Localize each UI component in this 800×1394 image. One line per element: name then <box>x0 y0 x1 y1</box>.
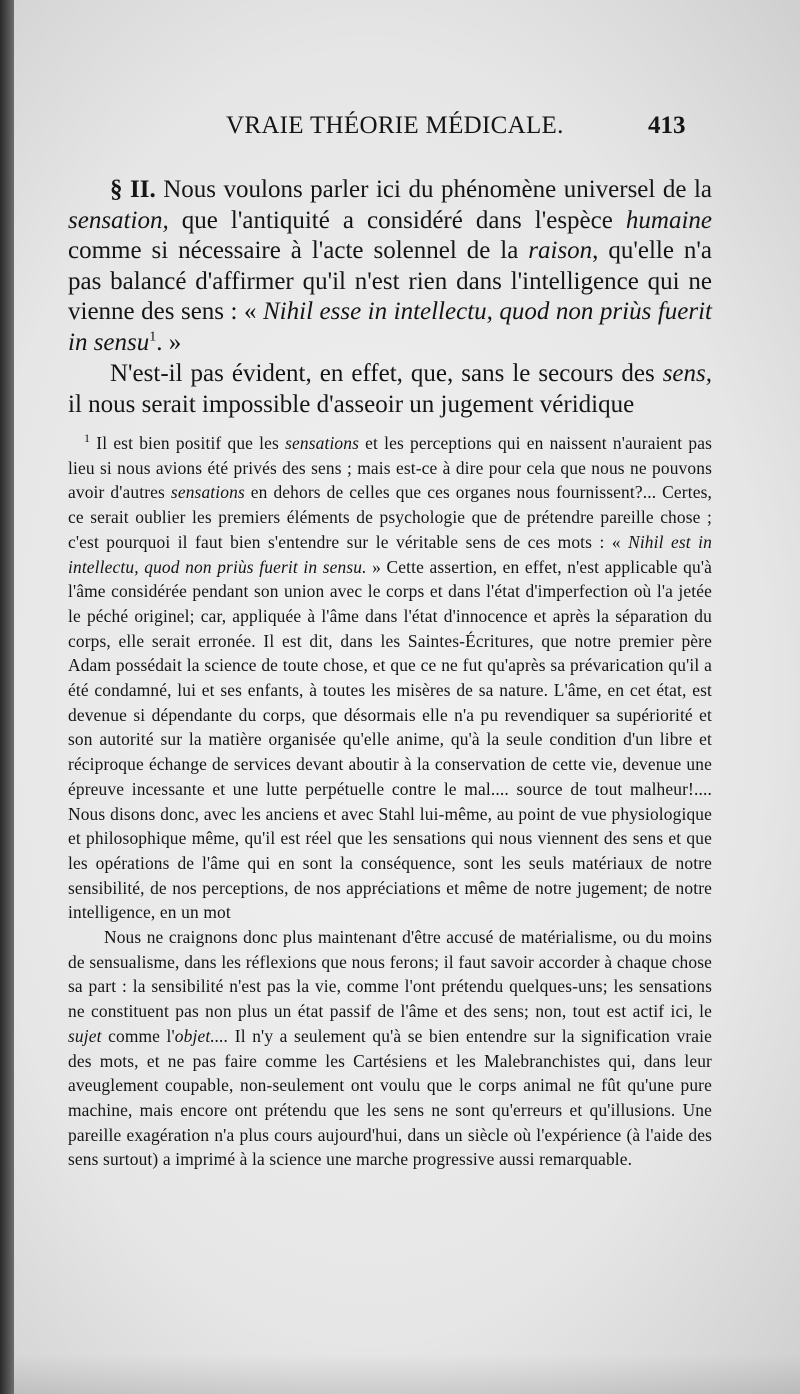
paragraph-evident <box>68 359 712 420</box>
text-run: en dehors de celles que ces organes nous fournissent?... Certes, ce serait oublier les premiers éléments de psychologie que de prétendre pareille chose ; c'est pourquoi il faut bien s'entendre sur le véritable sens de ces mots : « <box>68 482 712 552</box>
text-run: et les perceptions qui en naissent n'auraient pas lieu si nous avions été privés des sens ; mais est-ce à dire pour cela que nous ne pouvons avoir d'autres <box>68 433 712 503</box>
page-header <box>14 112 800 152</box>
text-run: il nous serait impossible d'asseoir un jugement véridique <box>68 390 635 418</box>
italic-run: raison <box>528 237 593 264</box>
latin-quote: Nihil est in intellectu, quod non priùs fuerit in sensu. <box>68 531 712 577</box>
text-run: Il n'y a seulement qu'à se bien entendre sur la signification vraie des mots, et ne pas faire comme les Cartésiens et les Malebranchistes qui, dans leur aveuglement coupable, non-seulement ont voulu que le corps animal ne fût qu'une pure machine, mais encore ont prétendu que les sens ne sont qu'erreurs et qu'illusions. Une pareille exagération n'a plus cours aujourd'hui, dans un siècle où l'expérience (à l'aide des sens surtout) a imprimé à la science une marche progressive aussi remarquable. <box>68 1025 712 1170</box>
text-run: Nous voulons parler ici du phénomène universel de la <box>155 176 712 203</box>
text-run: » Cette assertion, en effet, n'est applicable qu'à l'âme considérée pendant son union avec le corps et dans l'état d'imperfection où l'a jetée le péché originel; car, appliquée à l'âme dans l'état d'innocence et après la séparation du corps, elle serait erronée. Il est dit, dans les Saintes-Écritures, que notre premier père Adam possédait la science de toute chose, et que ce ne fut qu'après sa prévarication qu'il a été condamné, lui et ses enfants, à toutes les misères de sa nature. L'âme, en cet état, est devenue si dépendante du corps, que désormais elle n'a pu revendiquer sa supériorité et son autorité sur la matière organisée qu'elle anime, qu'à la seule condition d'un libre et réciproque échange de services devant aboutir à la conservation de cette vie, devenue une épreuve incessante et une lutte perpétuelle contre le mal.... source de tout malheur!.... Nous disons donc, avec les anciens et avec Stahl lui-même, au point de vue physiologique et philosophique même, qu'il est réel que les sensations qui nous viennent des sens et que les opérations de l'âme qui en sont la conséquence, sont les seuls matériaux de notre sensibilité, de nos perceptions, de nos appréciations et même de notre jugement; de notre intelligence, en un mot <box>68 556 712 923</box>
footnote-marker: 1 <box>84 431 91 446</box>
body-text <box>68 175 712 1172</box>
text-run: . » <box>156 328 182 356</box>
book-spine-edge <box>0 0 14 1394</box>
italic-run: humaine <box>625 206 712 234</box>
footnote-1 <box>68 431 712 925</box>
text-run: , qu'elle n'a pas balancé d'affirmer qu'il n'est rien dans l'intelligence qui ne vienne des sens : « <box>68 237 712 325</box>
footnote-reference: 1 <box>149 329 157 345</box>
italic-run: sensation, <box>68 206 169 234</box>
latin-quote: Nihil esse in intellectu, quod non priùs fuerit in sensu <box>68 298 712 356</box>
text-run: N'est-il pas évident, en effet, que, sans le secours des <box>110 360 663 387</box>
footnote-1-continued <box>68 925 712 1172</box>
section-mark: § II. <box>110 176 156 203</box>
text-run: que l'antiquité a considéré dans l'espèce <box>168 206 626 234</box>
page-number: 413 <box>648 112 686 139</box>
running-title: VRAIE THÉORIE MÉDICALE. <box>226 112 564 139</box>
italic-run: sens, <box>662 360 712 387</box>
text-run: comme si nécessaire à l'acte solennel de la <box>68 237 529 264</box>
text-run: comme l' <box>101 1025 175 1046</box>
text-run: Il est bien positif que les <box>90 433 286 453</box>
italic-run: sensations <box>285 433 360 453</box>
footnotes <box>68 431 712 1172</box>
italic-run: sujet <box>68 1025 102 1046</box>
text-run: Nous ne craignons donc plus maintenant d'être accusé de matérialisme, ou du moins de sensualisme, dans les réflexions que nous ferons; il faut savoir accorder à chaque chose sa part : la sensibilité n'est pas la vie, comme l'ont prétendu quelques-uns; les sensations ne constituent pas non plus un état passif de l'âme et des sens; non, tout est actif ici, le <box>68 927 712 1022</box>
page-shadow <box>14 1354 800 1394</box>
paragraph-section-2 <box>68 175 712 358</box>
italic-run: sensations <box>170 482 245 503</box>
book-page <box>14 0 800 1394</box>
italic-run: objet.... <box>174 1025 229 1046</box>
